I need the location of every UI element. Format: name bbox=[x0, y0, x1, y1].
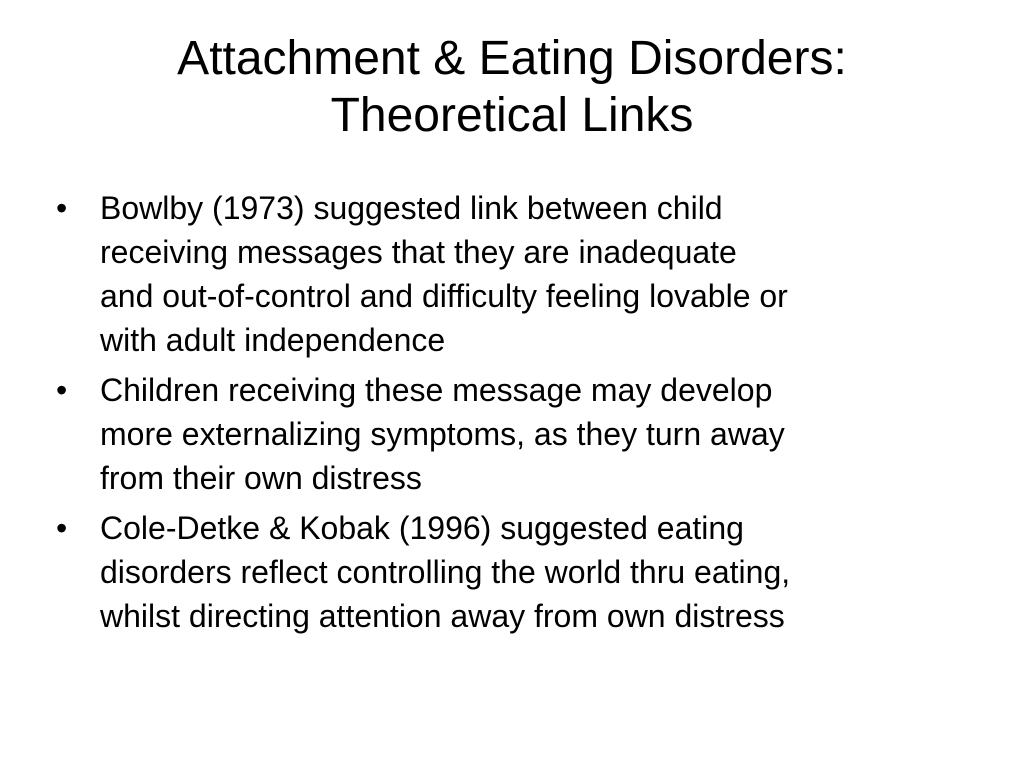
slide-title-line-1: Attachment & Eating Disorders: bbox=[177, 32, 847, 85]
slide-title-line-2: Theoretical Links bbox=[330, 89, 694, 142]
bullet-line: Bowlby (1973) suggested link between child bbox=[100, 190, 723, 226]
bullet-point-icon: • bbox=[56, 190, 68, 226]
bullet-item-children bbox=[56, 368, 986, 500]
bullet-line: and out-of-control and difficulty feeling lovable or bbox=[100, 278, 788, 314]
bullet-line: disorders reflect controlling the world thru eating, bbox=[100, 554, 791, 590]
bullet-line: Cole-Detke & Kobak (1996) suggested eating bbox=[100, 510, 744, 546]
bullet-point-icon: • bbox=[56, 510, 68, 546]
bullet-point-icon: • bbox=[56, 372, 68, 408]
bullet-item-cole-detke bbox=[56, 506, 986, 638]
bullet-line: from their own distress bbox=[100, 460, 422, 496]
bullet-list bbox=[56, 186, 986, 644]
bullet-line: receiving messages that they are inadequate bbox=[100, 234, 737, 270]
bullet-line: with adult independence bbox=[100, 322, 446, 358]
slide-title bbox=[40, 30, 984, 144]
bullet-line: more externalizing symptoms, as they turn away bbox=[100, 416, 785, 452]
bullet-item-bowlby bbox=[56, 186, 986, 362]
bullet-line: Children receiving these message may develop bbox=[100, 372, 773, 408]
bullet-line: whilst directing attention away from own distress bbox=[100, 598, 785, 634]
